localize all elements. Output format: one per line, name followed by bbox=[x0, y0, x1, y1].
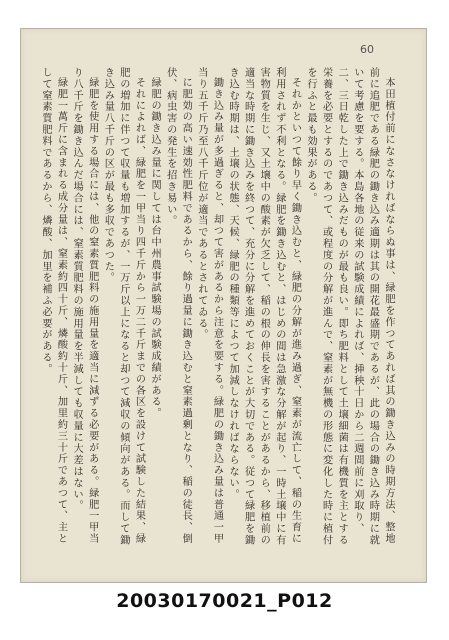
paragraph: 緑肥の鋤き込み量に関しては台中州農事試験場の試験成績がある。 bbox=[149, 77, 161, 420]
paragraph: 緑肥を使用する場合には、他の窒素質肥料の施用量を適当に減ずる必要がある。緑肥一甲当り八千斤を鋤き込んだ場合には、窒素質肥料の施用量を半減しても収量に大差はない。 bbox=[71, 67, 98, 545]
image-caption: 20030170021_P012 bbox=[116, 590, 333, 612]
paragraph: に肥効の高い速効性肥料であるから、餘り過量に鋤き込むと窒素過剰となり、稲の徒長、倒伏、病虫害の発生を招き易い。 bbox=[164, 67, 192, 545]
paragraph: 本田植付前になさなければならぬ事は、緑肥を作つてあれば其の鋤き込みの時期方法、整地前に追肥である緑肥の鋤き込み適期は其の開花最盛期であるが、此の場合の鋤き込み時期に就いて考慮を要する。本島各地の従来の試験成績によれば、挿秧十日から二週間前に刈取り、二、三日乾した上で鋤き込みだものが最も良い。即ち肥料として土壌細菌は有機質を主とする栄養を必要とするのであつて、或程度の分解が進んで、窒素が無機の形態に変化した時に植付を行ふと最も効果がある。 bbox=[305, 67, 394, 546]
paragraph: 緑肥一萬斤に含まれる成分量は、窒素約四十斤、燐酸約十斤、加里約三十斤であつて、主として窒素質肥料であるから、燐酸、加里を補ふ必要がある。 bbox=[39, 67, 67, 545]
document-page bbox=[20, 28, 427, 583]
body-text bbox=[39, 67, 396, 552]
paragraph: それによれば、緑肥を一甲当り四千斤から一万二千斤までの各区を設けて試験した結果、緑肥の増加に伴つて収量も増加するが、一万斤以上になると却つて減収の傾向がある。而して鋤き込み量八千斤の区が最も多収であつた。 bbox=[102, 67, 145, 546]
paragraph: 鋤き込み量が多過ぎると、却つて害があるから注意を要する。緑肥の鋤き込み量は普通一甲当り五千斤乃至八千斤位が適当であるとされてゐる。 bbox=[195, 67, 223, 545]
paragraph: それかといつて餘り早く鋤き込むと、緑肥の分解が進み過ぎ、窒素が流亡して、稲の生育に利用されず不利となる。緑肥を鋤き込むと、はじめの間は急激な分解が起り、一時土壌中に有害物質を生じ、又土壌中の酸素が欠乏して、稲の根の伸長を害することがあるから、移植前の適当な時期に鋤き込みを終つて、充分に分解を進めておくことが大切である。従つて緑肥を鋤き込む時期は、土壌の状態、天候、緑肥の種類等によつて加減しなければならない。 bbox=[227, 67, 301, 546]
page-number: 60 bbox=[360, 43, 374, 56]
